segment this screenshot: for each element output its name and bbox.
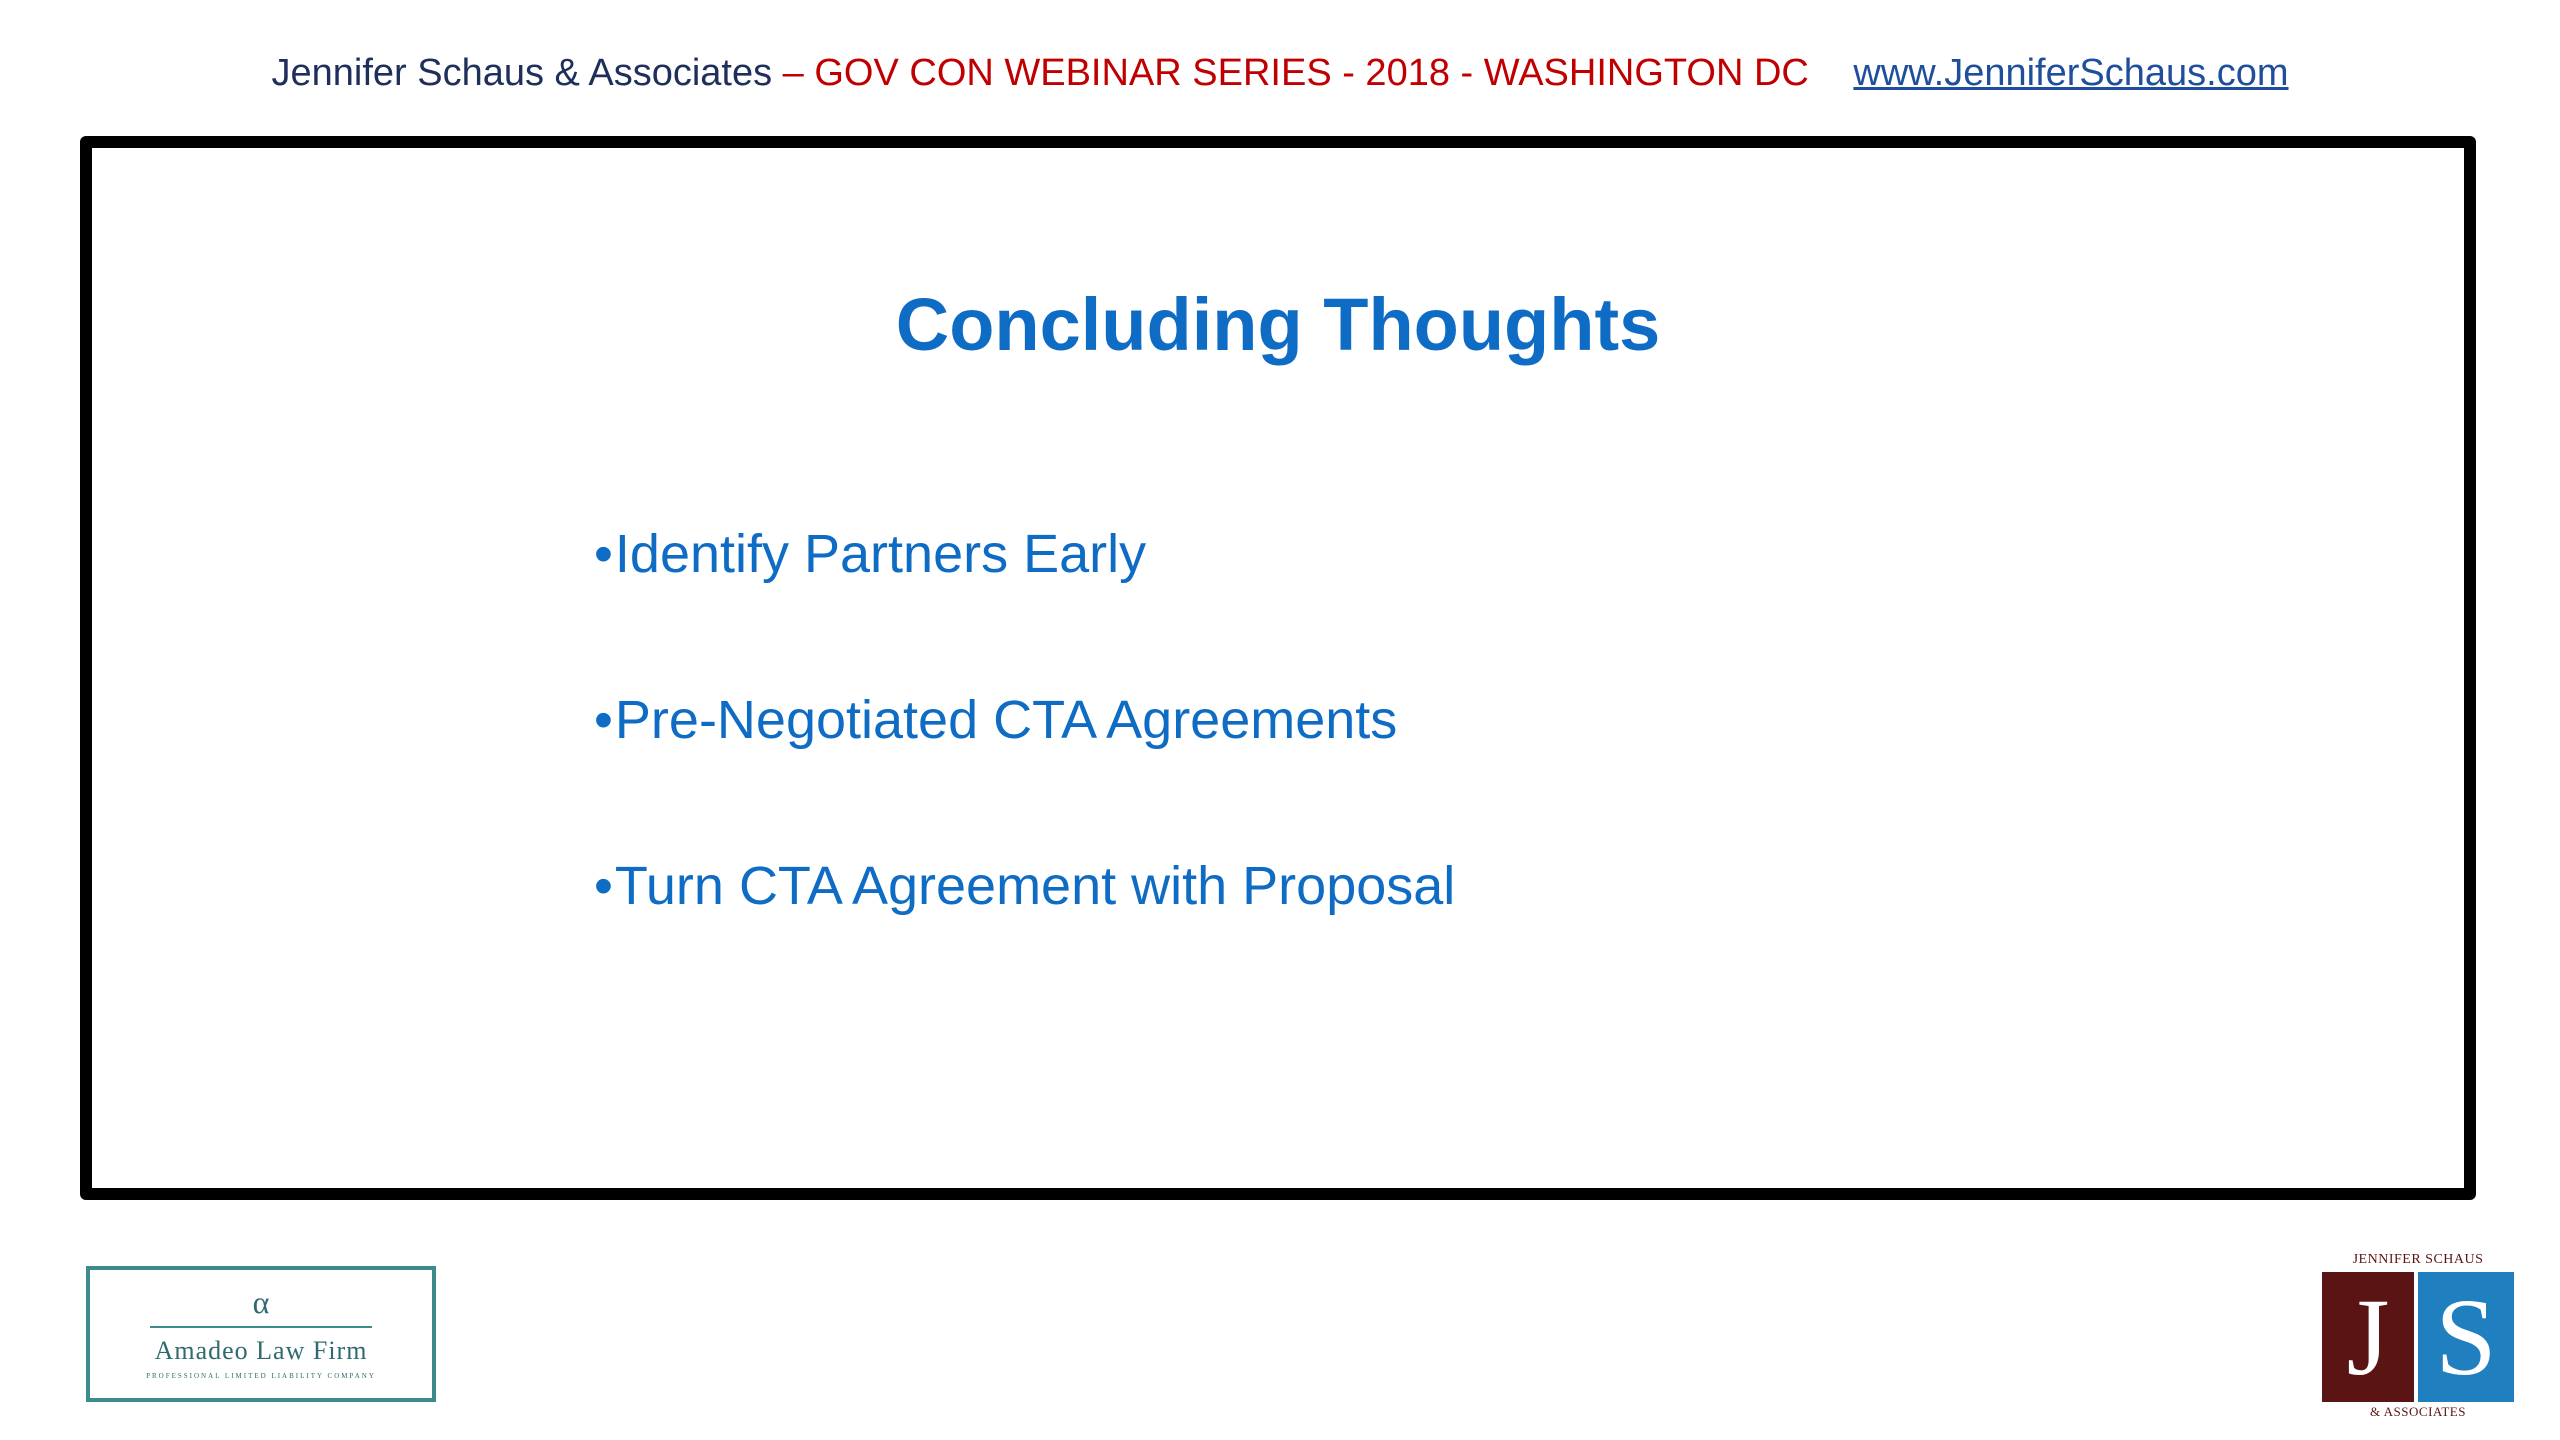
- company-name: Jennifer Schaus & Associates: [271, 52, 773, 94]
- alpha-symbol: α: [252, 1284, 270, 1320]
- slide-frame: [80, 136, 2476, 1200]
- jennifer-schaus-logo: [2318, 1252, 2518, 1422]
- bullet-list: [594, 516, 1455, 1014]
- bullet-item: [594, 848, 1455, 1014]
- bullet-item: [594, 682, 1455, 848]
- bullet-text: Pre-Negotiated CTA Agreements: [614, 690, 1398, 750]
- logo-letter-j: J: [2322, 1272, 2414, 1402]
- page-header: [0, 52, 2560, 95]
- bullet-text: Identify Partners Early: [614, 524, 1147, 584]
- slide-title: Concluding Thoughts: [895, 283, 1661, 366]
- bullet-dot: •: [594, 856, 613, 916]
- bullet-dot: •: [594, 690, 613, 750]
- logo-letter-s: S: [2418, 1272, 2514, 1402]
- amadeo-law-firm-logo: [86, 1266, 436, 1402]
- header-dash: –: [782, 52, 804, 94]
- logo-bottom-text: & ASSOCIATES: [2370, 1404, 2466, 1419]
- webinar-series-label: GOV CON WEBINAR SERIES - 2018 - WASHINGTON DC: [814, 52, 1809, 94]
- bullet-text: Turn CTA Agreement with Proposal: [614, 856, 1456, 916]
- firm-name: Amadeo Law Firm: [154, 1336, 368, 1365]
- logo-top-text: JENNIFER SCHAUS: [2352, 1252, 2484, 1267]
- bullet-dot: •: [594, 524, 613, 584]
- website-link[interactable]: www.JenniferSchaus.com: [1853, 52, 2289, 94]
- logo-divider: [150, 1326, 372, 1328]
- bullet-item: [594, 516, 1455, 682]
- firm-subtitle: PROFESSIONAL LIMITED LIABILITY COMPANY: [146, 1372, 376, 1380]
